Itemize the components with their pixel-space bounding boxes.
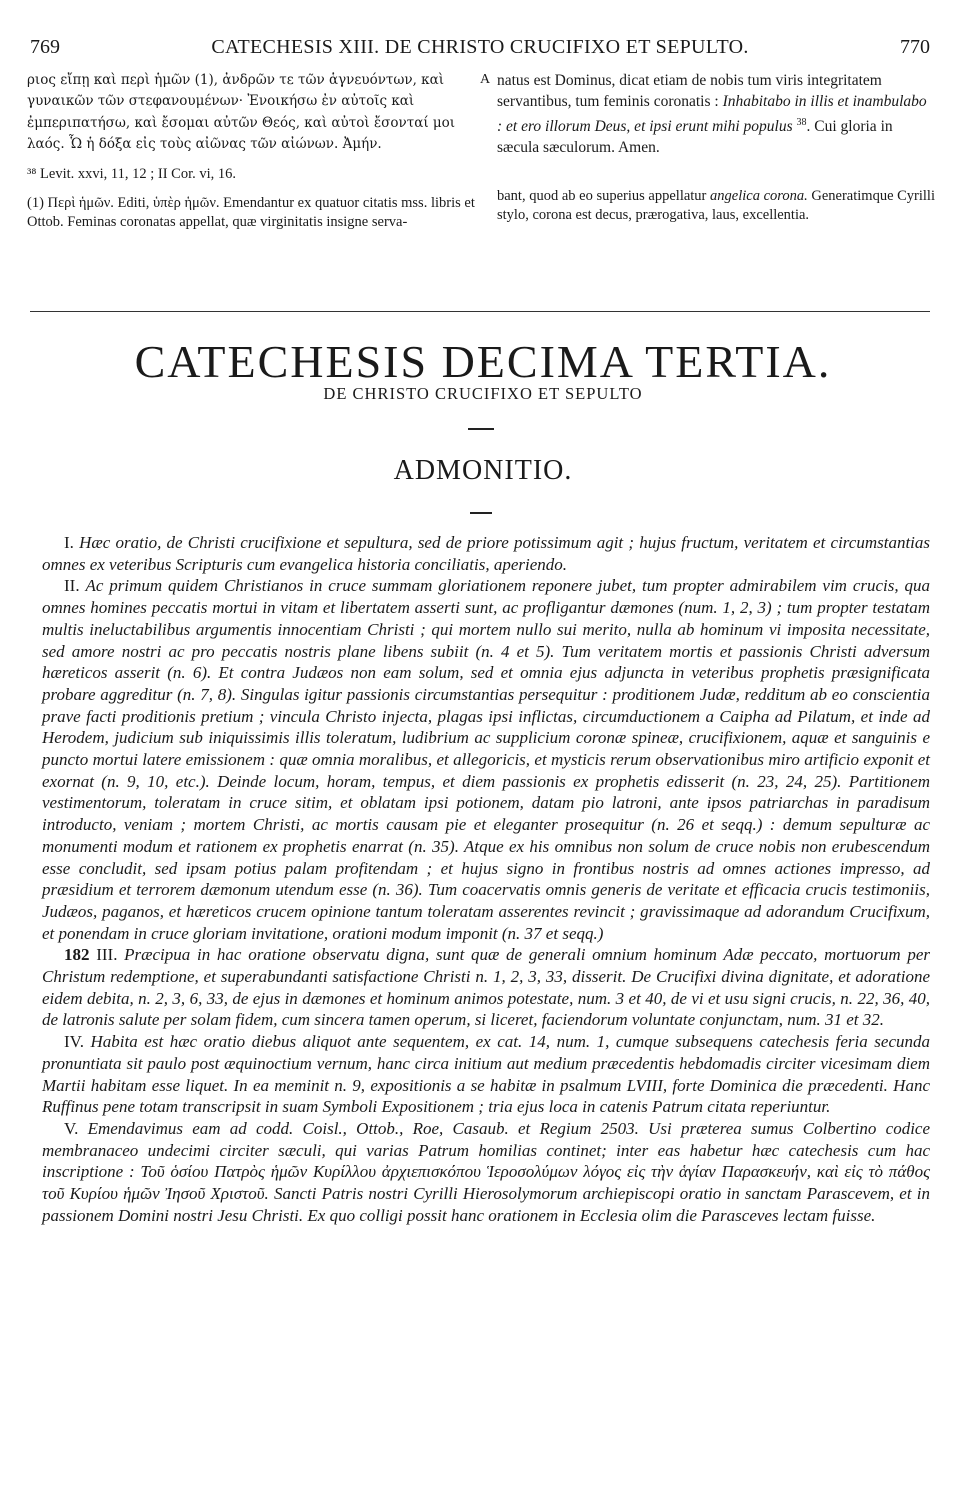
paragraph-text: Habita est hæc oratio diebus aliquot ante sequentem, ex cat. 14, num. 1, cumque subsequens catechesis feria secunda pronuntiata sit paulo post æquinoctium vernum, hanc circa initium aut medium præcedentis hebdomadis circiter vicesimam diem Martii habitam esse liquet. In ea meminit n. 9, expositionis a se habitæ in psalmum LVIII, forte Dominica die præcedenti. Hanc Ruffinus pene totam transcripsit in suam Symboli Expositionem ; tria ejus loca in catenis Patrum citata reperiuntur. <box>42 1032 930 1117</box>
paragraph-1 <box>42 532 930 575</box>
paragraph-2 <box>42 575 930 944</box>
ornament-rule <box>468 428 494 430</box>
column-marker: A <box>480 72 491 87</box>
paragraph-text: Ac primum quidem Christianos in cruce summam gloriationem reponere jubet, tum propter admirabilem vim crucis, qua omnes homines peccatis mortui in vitam et libertatem asserti sunt, ac profligantur dæmones (num. 1, 2, 3) ; tum propter testatam multis ineluctabilibus argumentis innocentiam Christi ; qui mortem nullo sui merito, nulla ab hominum vi imposita necessitate, sed amore nostri ac pro peccatis nostris plane libens subiit (n. 4 et 5). Tum veritatem mortis et passionis Christi adversum hæreticos asserit (n. 6). Et contra Judæos non eam solum, sed et omnia ejus adjuncta in veteribus prophetis præsignificata probare aggreditur (n. 7, 8). Singulas igitur passionis circumstantias persequitur : proditionem Judæ, redditum ab eo conscientia prave facti proditionis pretium ; vincula Christo injecta, plagas ipsi inflictas, circumductionem a Caipha ad Pilatum, et inde ad Herodem, judicium sub iniquissimis illis toleratum, ludibrium ac supplicium coronæ spineæ, crucifixionem, aquæ et sanguinis e puncto mortui latere emissionem : quæ omnia moralibus, et allegoricis, et mysticis rerum observationibus miro artificio exponit et exornat (n. 9, 10, etc.). Deinde locum, horam, tempus, et diem passionis ex prophetis edisserit (n. 23, 24, 25). Partitionem vestimentorum, toleratam in cruce sitim, et oblatam ipsi potionem, datam pio latroni, ante ipsos patriarchas in paradisum introducto, veniam ; mortem Christi, ac mortis causam pie et eleganter prosequitur (n. 26 et seqq.) : demum sepulturæ ac monumenti modum et rationem ex prophetis enarrat (n. 35). Atque ex his omnibus non solum de cruce nobis non erubescendum esse concludit, sed ipsam potius palam profitendam ; et hujus signo in frontibus nostris ad omnes actiones impresso, ad præsidium et terrorem dæmonum utendum esse (n. 36). Tum coacervatis omnis generis de veritate et efficacia crucis testimoniis, Judæos, paganos, et hæreticos crucem opinione tantum toleratam asserentes revincit ; gravissimaque ad adorandum Crucifixum, et ponendam in cruce gloriam invitatione, orationi modum imponit (n. 37 et seqq.) <box>42 576 930 943</box>
footnote-38: ³⁸ Levit. xxvi, 11, 12 ; II Cor. vi, 16. <box>27 166 237 183</box>
latin-text-2: . Cui gloria in sæcula sæculorum. Amen. <box>497 118 893 157</box>
page-number-left: 769 <box>30 36 60 58</box>
section-heading: ADMONITIO. <box>393 455 573 486</box>
running-title: CATECHESIS XIII. DE CHRISTO CRUCIFIXO ET SEPULTO. <box>211 36 749 58</box>
left-column <box>27 70 482 232</box>
paragraph-number: IV. <box>64 1032 84 1052</box>
greek-text: ριος εἴπῃ καὶ περὶ ἡμῶν (1), ἀνδρῶν τε τῶν ἁγνευόντων, καὶ γυναικῶν τῶν στεφανουμένων· Ἐνοικήσω ἐν αὐτοῖς καὶ ἐμπεριπατήσω, καὶ ἔσομαι αὐτῶν Θεός, καὶ αὐτοὶ ἔσονταί μοι λαός. Ὧ ἡ δόξα εἰς τοὺς αἰῶνας τῶν αἰώνων. Ἀμήν. <box>27 72 456 152</box>
section-divider <box>30 311 930 312</box>
paragraph-5 <box>42 1118 930 1227</box>
page-number-right: 770 <box>900 36 930 58</box>
page-header <box>30 36 930 62</box>
footnote-cont-b: Generatimque Cyrilli stylo, corona est decus, prærogativa, laus, excellentia. <box>497 188 935 224</box>
right-column <box>497 70 935 225</box>
paragraph-text: Præcipua in hac oratione observatu digna, sunt quæ de generali omnium hominum Adæ peccato, mortuorum per Christum redemptione, et superabundanti satisfactione Christi n. 1, 2, 3, 33, disserit. De Crucifixi divina dignitate, et adoratione eidem debita, n. 2, 3, 6, 33, de ejus in dæmones et hominum animos potestate, num. 3 et 40, de vi et usu signi crucis, n. 22, 36, 40, de latronis salute per solam fidem, cum sincera tamen operum, si liceret, faciendorum voluntate conjunctam, num. 31 et 32. <box>42 945 930 1030</box>
footnote-ref-38: 38 <box>796 117 807 128</box>
footnote-continuation <box>497 187 935 225</box>
admonitio-body <box>42 532 930 1227</box>
footnote-cont-a: bant, quod ab eo superius appellatur <box>497 188 707 205</box>
latin-translation <box>497 70 935 158</box>
catechesis-subtitle: DE CHRISTO CRUCIFIXO ET SEPULTO <box>323 384 643 403</box>
paragraph-number: III. <box>96 945 118 965</box>
footnote-cont-italic: angelica corona. <box>710 188 808 205</box>
paragraph-number: I. <box>64 533 74 552</box>
column-number: 182 <box>64 945 90 965</box>
paragraph-4 <box>42 1031 930 1118</box>
catechesis-title: CATECHESIS DECIMA TERTIA. <box>134 336 832 387</box>
paragraph-number: V. <box>64 1118 79 1138</box>
paragraph-text: Emendavimus eam ad codd. Coisl., Ottob., Roe, Casaub. et Regium 2503. Usi præterea sumus Colbertino codice membranaceo undecimi circiter sæculi, qui varias Patrum homilias continet; inter eas habetur hæc catechesis cum hac inscriptione : Τοῦ ὁσίου Πατρὸς ἡμῶν Κυρίλλου ἀρχιεπισκόπου Ἱεροσολύμων λόγος εἰς τὴν ἁγίαν Παρασκευήν, καὶ εἰς τὸ πάθος τοῦ Κυρίου ἡμῶν Ἰησοῦ Χριστοῦ. Sancti Patris nostri Cyrilli Hierosolymorum archiepiscopi oratio in sanctam Parascevem, et in passionem Domini nostri Jesu Christi. Ex quo colligi possit hanc orationem in Ecclesia olim die Parasceves lectam fuisse. <box>42 1118 931 1225</box>
footnote-1: (1) Περὶ ἡμῶν. Editi, ὑπὲρ ἡμῶν. Emendantur ex quatuor citatis mss. libris et Ottob. Feminas coronatas appellat, quæ virginitatis insigne serva- <box>27 195 475 231</box>
paragraph-number: II. <box>64 576 80 596</box>
ornament-rule-2 <box>470 512 492 514</box>
paragraph-text: Hæc oratio, de Christi crucifixione et sepultura, sed de priore potissimum agit ; hujus fructum, veritatem et circumstantias omnes ex veteribus Scripturis cum evangelica historia conciliatis, aperiendo. <box>42 533 931 574</box>
latin-text-1: natus est Dominus, dicat etiam de nobis tum viris integritatem servantibus, tum feminis coronatis : <box>497 72 882 110</box>
scripture-quote: Inhabitabo in illis et inambulabo : et ero illorum Deus, et ipsi erunt mihi populus <box>497 93 927 136</box>
paragraph-3 <box>42 944 930 1031</box>
